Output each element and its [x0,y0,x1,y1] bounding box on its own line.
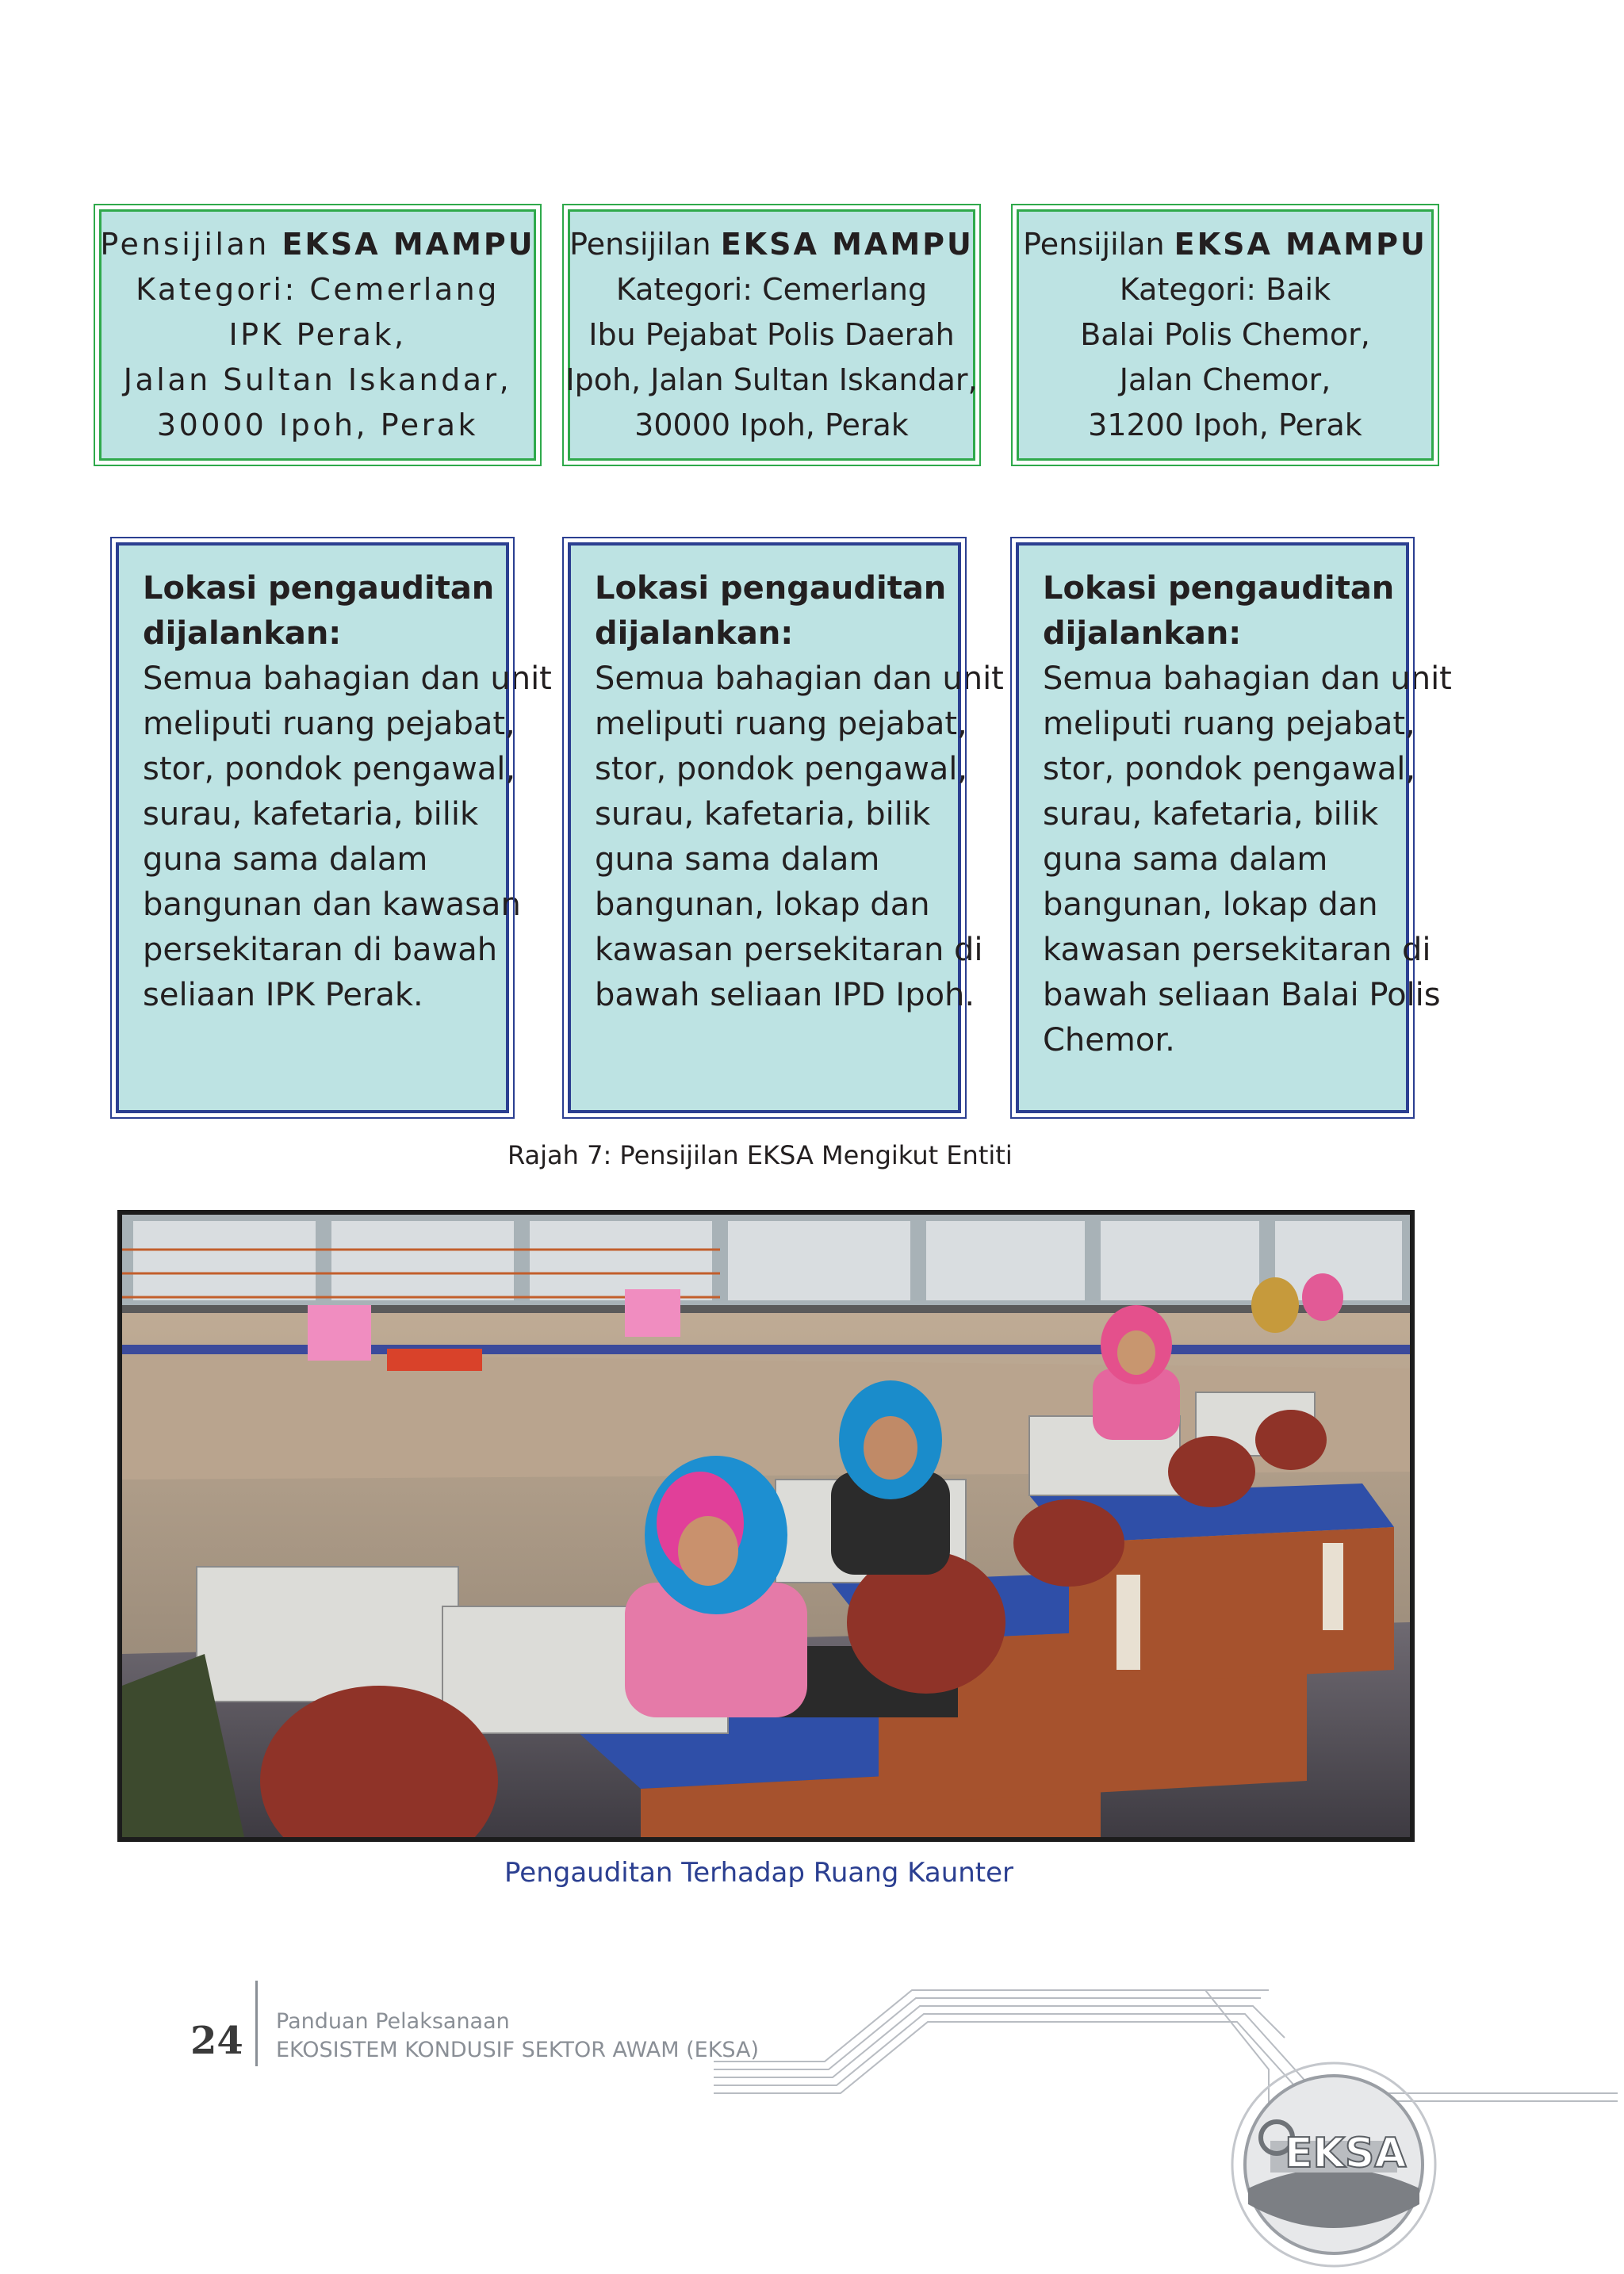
location-line: bangunan dan kawasan [143,886,521,923]
location-box-balai-chemor [1016,542,1452,1113]
cert-line: 30000 Ipoh, Perak [156,408,479,442]
cert-line: Kategori: Cemerlang [136,272,500,307]
footer-divider [255,1981,258,2066]
cert-line: 31200 Ipoh, Perak [1088,408,1362,442]
location-line: stor, pondok pengawal, [1043,751,1416,787]
location-heading: Lokasi pengauditan [595,570,947,607]
location-box-ipd-ipoh [568,542,1004,1113]
location-line: surau, kafetaria, bilik [595,796,931,833]
location-box-ipk-perak [116,542,552,1113]
location-line: guna sama dalam [1043,841,1328,878]
location-line: meliputi ruang pejabat, [1043,706,1415,742]
eksa-logo-text: EKSA [1285,2130,1407,2177]
location-line: surau, kafetaria, bilik [143,796,479,833]
location-line: bangunan, lokap dan [595,886,930,923]
location-line: bawah seliaan IPD Ipoh. [595,977,975,1013]
location-line: guna sama dalam [143,841,428,878]
footer-title-line2: EKOSISTEM KONDUSIF SEKTOR AWAM (EKSA) [276,2038,760,2062]
photo-caption: Pengauditan Terhadap Ruang Kaunter [504,1857,1014,1889]
location-line: kawasan persekitaran di [595,932,983,968]
cert-line: 30000 Ipoh, Perak [634,408,909,442]
cert-line: Kategori: Cemerlang [615,272,928,307]
location-line: surau, kafetaria, bilik [1043,796,1379,833]
location-line: bawah seliaan Balai Polis [1043,977,1441,1013]
location-line: stor, pondok pengawal, [595,751,968,787]
location-line: meliputi ruang pejabat, [595,706,967,742]
location-line: meliputi ruang pejabat, [143,706,515,742]
cert-box-ipk-perak [99,209,536,461]
cert-title: Pensijilan EKSA MAMPU [1023,227,1427,262]
location-heading: Lokasi pengauditan [1043,570,1395,607]
cert-title: Pensijilan EKSA MAMPU [100,227,535,262]
office-scene-illustration [117,1210,1415,1842]
cert-line: Jalan Chemor, [1119,362,1331,397]
page-number: 24 [190,2019,243,2063]
location-line: Semua bahagian dan unit [595,660,1004,697]
location-line: Semua bahagian dan unit [1043,660,1452,697]
counter-audit-photo [117,1210,1415,1842]
cert-line: Ipoh, Jalan Sultan Iskandar, [565,362,978,397]
cert-box-balai-chemor [1017,209,1434,461]
location-heading: dijalankan: [595,615,794,652]
location-line: guna sama dalam [595,841,880,878]
location-heading: dijalankan: [143,615,342,652]
footer-circuit-lines [714,1974,1618,2165]
cert-line: Balai Polis Chemor, [1080,317,1370,352]
location-line: persekitaran di bawah [143,932,498,968]
location-line: Semua bahagian dan unit [143,660,552,697]
cert-line: Jalan Sultan Iskandar, [123,362,512,397]
cert-line: Kategori: Baik [1119,272,1331,307]
cert-line: IPK Perak, [228,317,407,352]
cert-title: Pensijilan EKSA MAMPU [569,227,974,262]
eksa-logo [1215,2054,1453,2268]
cert-line: Ibu Pejabat Polis Daerah [588,317,955,352]
footer-title-line1: Panduan Pelaksanaan [276,2009,510,2034]
location-line: Chemor. [1043,1022,1175,1059]
location-heading: dijalankan: [1043,615,1242,652]
location-line: seliaan IPK Perak. [143,977,423,1013]
location-line: kawasan persekitaran di [1043,932,1431,968]
figure-caption: Rajah 7: Pensijilan EKSA Mengikut Entiti [508,1140,1013,1170]
location-heading: Lokasi pengauditan [143,570,495,607]
cert-box-ipd-ipoh [565,209,978,461]
location-line: stor, pondok pengawal, [143,751,516,787]
location-line: bangunan, lokap dan [1043,886,1378,923]
